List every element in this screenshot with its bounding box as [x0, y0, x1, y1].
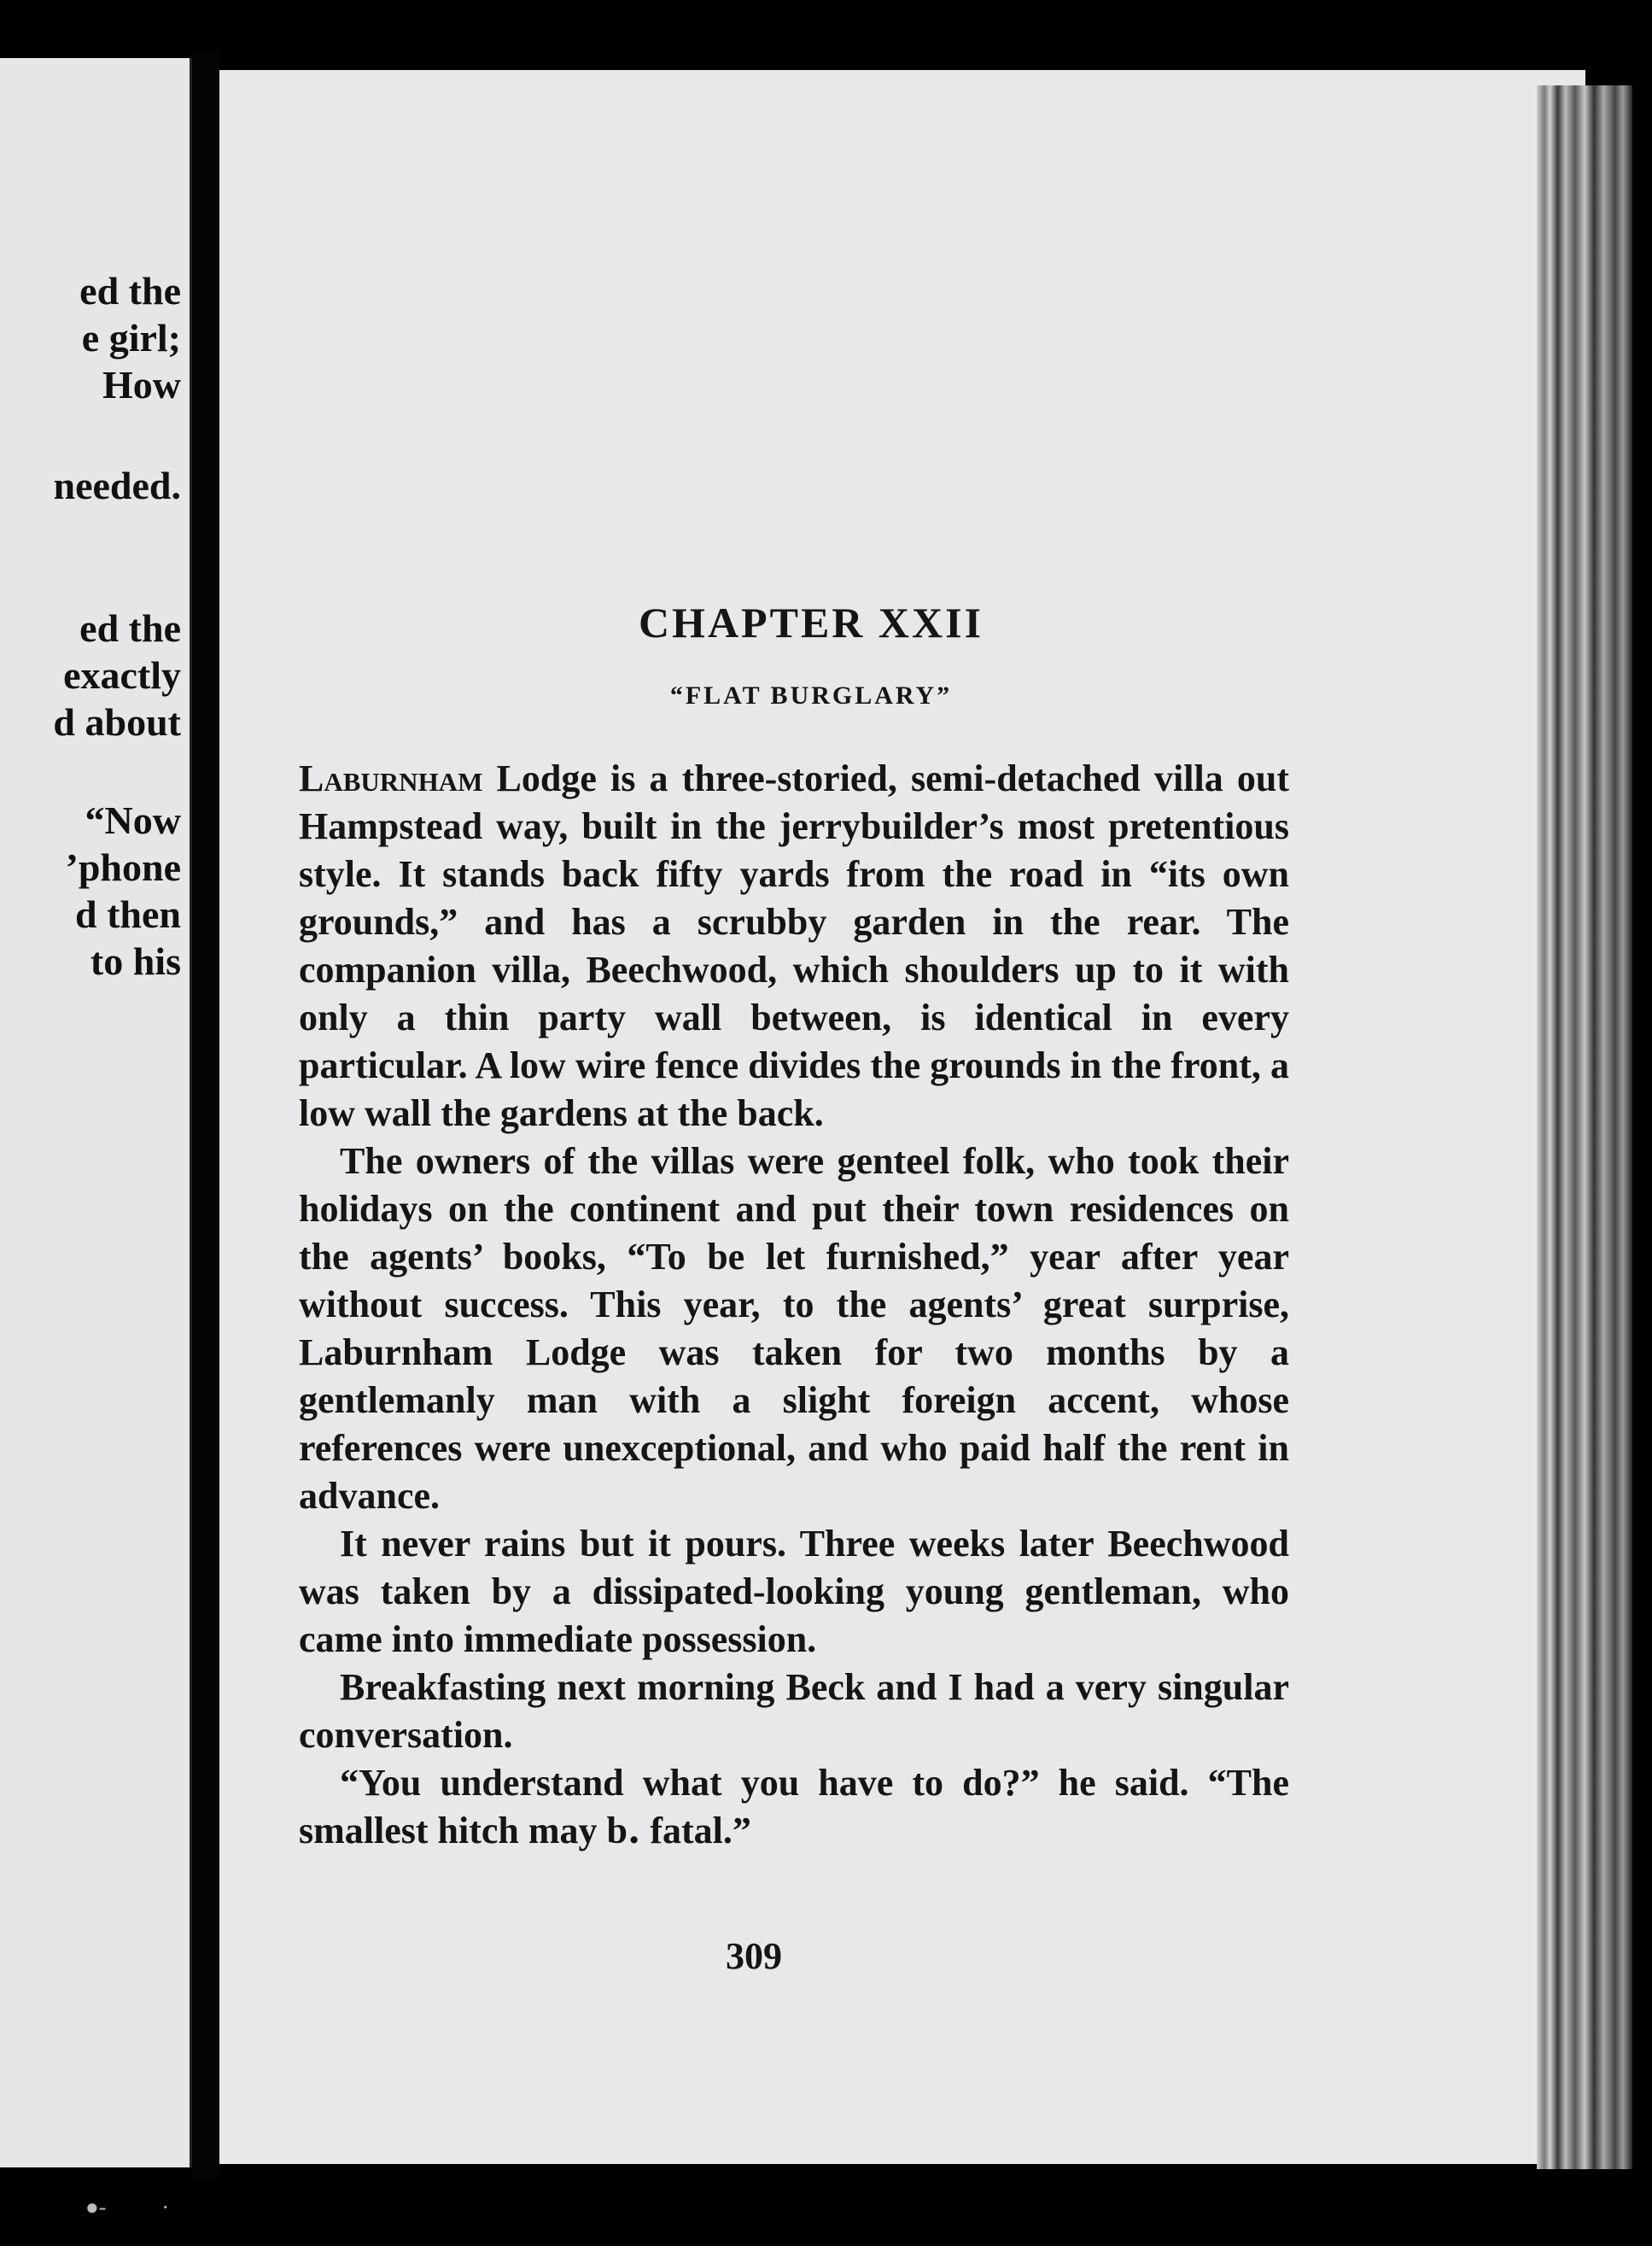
paragraph: Breakfasting next morning Beck and I had a very singular conversation. [299, 1666, 1289, 1756]
left-page-line: “Now [85, 798, 181, 842]
paragraph-text: Lodge is a three-storied, semi-detached villa out Hampstead way, built in the jerrybuilder’s most pretentious style. It stands back fifty yards from the road in “its own grounds,” and has a scrubby garden in the rear. The companion villa, Beechwood, which shoulders up to it with only a thin party wall between, is identical in every particular. A low wire fence divides the grounds in the front, a low wall the gardens at the back. [299, 757, 1289, 1134]
page-edge [1537, 85, 1632, 2169]
page-content [299, 547, 1289, 1855]
left-page-line: d then [75, 892, 181, 936]
paragraph: “You understand what you have to do?” he said. “The smallest hitch may b․ fatal.” [299, 1762, 1289, 1851]
left-page-line: d about [53, 700, 181, 744]
left-page-line: e girl; [81, 316, 181, 360]
page-number: 309 [726, 1935, 782, 1977]
left-page-line: needed. [53, 464, 181, 507]
paragraph: The owners of the villas were genteel folk, who took their holidays on the continent and put their town residences on the agents’ books, “To be let furnished,” year after year without success. This year, to the agents’ great surprise, Laburnham Lodge was taken for two months by a gentlemanly man with a slight foreign accent, whose references were unexceptional, and who paid half the rent in advance. [299, 1140, 1289, 1517]
paragraph: It never rains but it pours. Three weeks later Beechwood was taken by a dissipated-looking young gentleman, who came into immediate possession. [299, 1523, 1289, 1660]
book-gutter [192, 51, 219, 2178]
left-page-line: How [102, 363, 181, 407]
left-page [0, 58, 192, 2167]
left-page-line: ’phone [65, 845, 181, 889]
paragraph-lead-word: Laburnham [299, 757, 483, 799]
scan-artifact-marks: ●- · [85, 2195, 170, 2220]
left-page-line: to his [90, 939, 181, 983]
paragraph [299, 755, 1289, 1138]
chapter-title: CHAPTER XXII [638, 599, 984, 646]
left-page-line: ed the [79, 606, 181, 650]
left-page-line: exactly [63, 653, 181, 697]
chapter-subtitle: “FLAT BURGLARY” [669, 681, 953, 710]
left-page-line: ed the [79, 269, 181, 313]
